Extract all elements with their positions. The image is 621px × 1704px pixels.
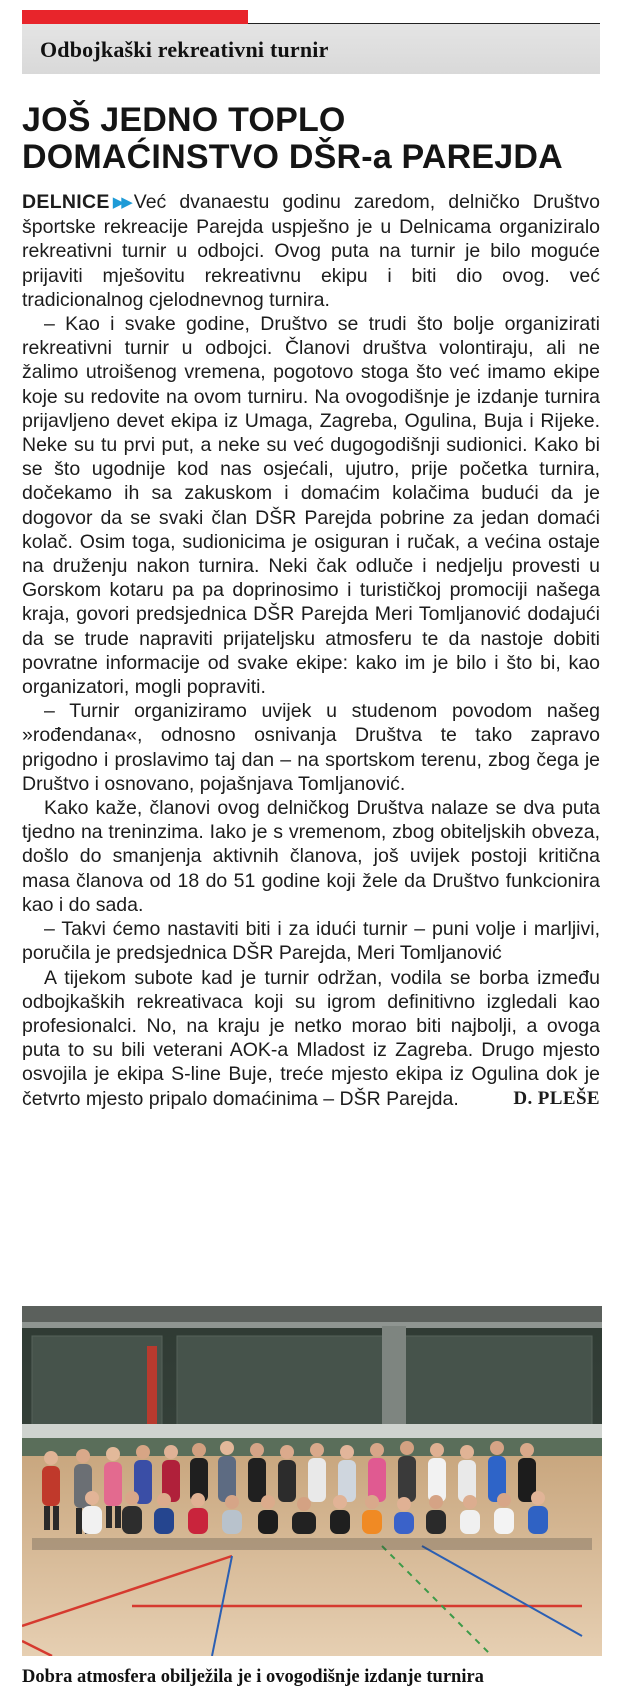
headline-line-2: DOMAĆINSTVO DŠR-a PAREJDA bbox=[22, 138, 563, 176]
article-headline bbox=[22, 102, 602, 176]
article-paragraph: – Takvi ćemo nastaviti biti i za idući turnir – puni volje i marljivi, poručila je predsjednica DŠR Parejda, Meri Tomljanović bbox=[22, 918, 600, 965]
headline-line-1: JOŠ JEDNO TOPLO bbox=[22, 101, 346, 139]
section-accent-bar bbox=[22, 10, 248, 24]
paragraph-text: A tijekom subote kad je turnir održan, vodila se borba između odbojkaških rekreativaca koji su igrom definitivno izgledali kao profesionalci. No, na kraju je netko morao biti najbolji, a ovoga puta to su bili veterani AOK-a Mladost iz Zagreba. Drugo mjesto osvojila je ekipa S-line Buje, treće mjesto ekipa iz Ogulina dok je četvrto mjesto pripalo domaćinima – DŠR Parejda. bbox=[22, 966, 600, 1110]
article-paragraph bbox=[22, 966, 600, 1111]
article-body bbox=[22, 190, 600, 1111]
photo-caption: Dobra atmosfera obilježila je i ovogodišnje izdanje turnira bbox=[22, 1667, 484, 1687]
team-photo bbox=[22, 1306, 602, 1656]
dateline: DELNICE bbox=[22, 191, 110, 213]
section-label: Odbojkaški rekreativni turnir bbox=[40, 37, 329, 62]
article-paragraph: Kako kaže, članovi ovog delničkog Društva nalaze se dva puta tjedno na treninzima. Iako je s vremenom, zbog obiteljskih obveza, došlo do smanjenja aktivnih članova, još uvijek postoji kritična masa članova od 18 do 51 godine koji žele da Društvo funkcionira kao i do sada. bbox=[22, 797, 600, 916]
double-arrow-icon: ▶▶ bbox=[112, 194, 130, 211]
gym-group-photo-illustration bbox=[22, 1306, 602, 1656]
byline: D. PLEŠE bbox=[513, 1087, 600, 1109]
article-paragraph: – Kao i svake godine, Društvo se trudi što bolje organizirati rekreativni turnir u odbojci. Članovi društva volontiraju, ali ne žalimo utroišenog vremena, pogotovo stoga što već imamo ekipe koje su redovite na ovom turniru. Na ovogodišnje je izdanje turnira prijavljeno devet ekipa iz Umaga, Zagreba, Ogulina, Buja i Rijeke. Neke su tu prvi put, a neke su već dugogodišnji sudionici. Kako bi se što ugodnije kod nas osjećali, ujutro, prije početka turnira, dočekamo ih sa zakuskom i domaćim kolačima budući da je dogovor da se svaki član DŠR Parejda pobrine za jedan domaći kolač. Osim toga, sudionicima je osiguran i ručak, a većina ostaje na druženju nakon turnira. Neki čak odluče i nedjelju provesti u Gorskom kotaru pa pa doprinosimo i turističkoj promociji našega kraja, govori predsjednica DŠR Parejda Meri Tomljanović dodajući da se trude napraviti prijateljsku atmosferu te da nastoje dobiti povratne informacije od svake ekipe: kako im je bilo i što bi, kao organizatori, mogli popraviti. bbox=[22, 313, 600, 699]
article-paragraph: – Turnir organiziramo uvijek u studenom povodom našeg »rođendana«, odnosno osnivanja Društva te tako zapravo prigodno i proslavimo taj dan – na sportskom terenu, zbog čega je Društvo i osnovano, pojašnjava Tomljanović. bbox=[22, 700, 600, 795]
article-paragraph bbox=[22, 190, 600, 312]
paragraph-text: Već dvanaestu godinu zaredom, delničko Društvo športske rekreacije Parejda uspješno je u Delnicama organiziralo rekreativni turnir u odbojci. Ovog puta na turnir je bilo moguće prijaviti mješovitu rekreativnu ekipu i biti dio ovog. već tradicionalnog cjelodnevnog turnira. bbox=[22, 191, 600, 311]
